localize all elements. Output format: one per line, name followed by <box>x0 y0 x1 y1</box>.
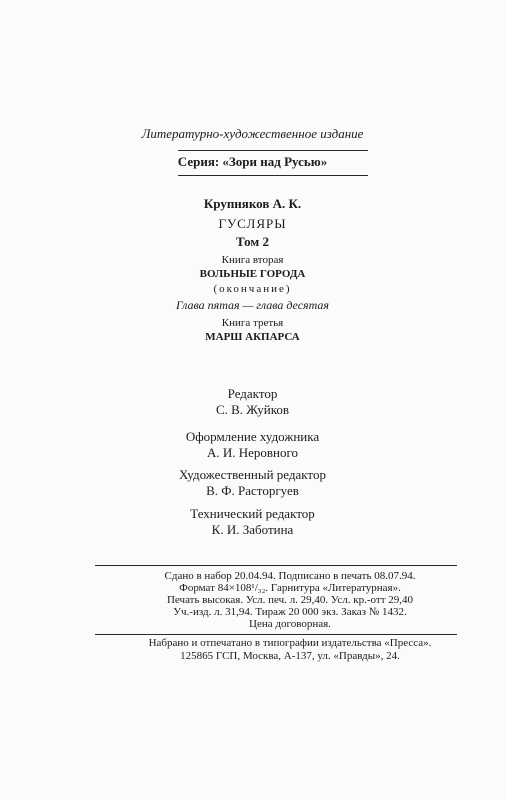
imprint-line: Цена договорная. <box>249 618 331 630</box>
book2-label: Книга вторая <box>221 254 284 266</box>
art-editor-name: В. Ф. Расторгуев <box>206 483 299 498</box>
book2-chapters: Глава пятая — глава десятая <box>175 298 330 312</box>
book3-label: Книга третья <box>221 317 284 329</box>
book-title: ГУСЛЯРЫ <box>218 216 287 231</box>
imprint-line: Печать высокая. Усл. печ. л. 29,40. Усл. кр.-отт 29,40 <box>166 594 413 606</box>
edition-type: Литературно-художественное издание <box>141 126 364 141</box>
volume: Том 2 <box>236 234 269 249</box>
series-title: Серия: «Зори над Русью» <box>177 154 328 169</box>
imprint-line: Уч.-изд. л. 31,94. Тираж 20 000 экз. Заказ № 1432. <box>173 606 407 618</box>
editor-role: Редактор <box>227 386 278 401</box>
book2-note: (окончание) <box>213 283 292 295</box>
art-editor-role: Художественный редактор <box>179 467 326 482</box>
tech-editor-role: Технический редактор <box>190 506 315 521</box>
imprint-line: Формат 84×108¹/₃₂. Гарнитура «Литературная». <box>179 582 401 594</box>
book3-title: МАРШ АКПАРСА <box>205 331 300 343</box>
imprint-top-rule <box>95 565 457 566</box>
series-bottom-rule <box>178 175 368 176</box>
editor-name: С. В. Жуйков <box>215 402 290 417</box>
artist-name: А. И. Неровного <box>206 445 299 460</box>
imprint-bottom-rule <box>95 634 457 635</box>
printer-line: Набрано и отпечатано в типографии издательства «Пресса». <box>148 637 432 649</box>
book2-title: ВОЛЬНЫЕ ГОРОДА <box>199 268 306 280</box>
author: Крупняков А. К. <box>203 196 302 211</box>
printer-line: 125865 ГСП, Москва, А-137, ул. «Правды», 24. <box>180 650 400 662</box>
series-top-rule <box>178 150 368 151</box>
artist-role: Оформление художника <box>185 429 320 444</box>
imprint-line: Сдано в набор 20.04.94. Подписано в печать 08.07.94. <box>164 570 416 582</box>
tech-editor-name: К. И. Заботина <box>211 522 294 537</box>
